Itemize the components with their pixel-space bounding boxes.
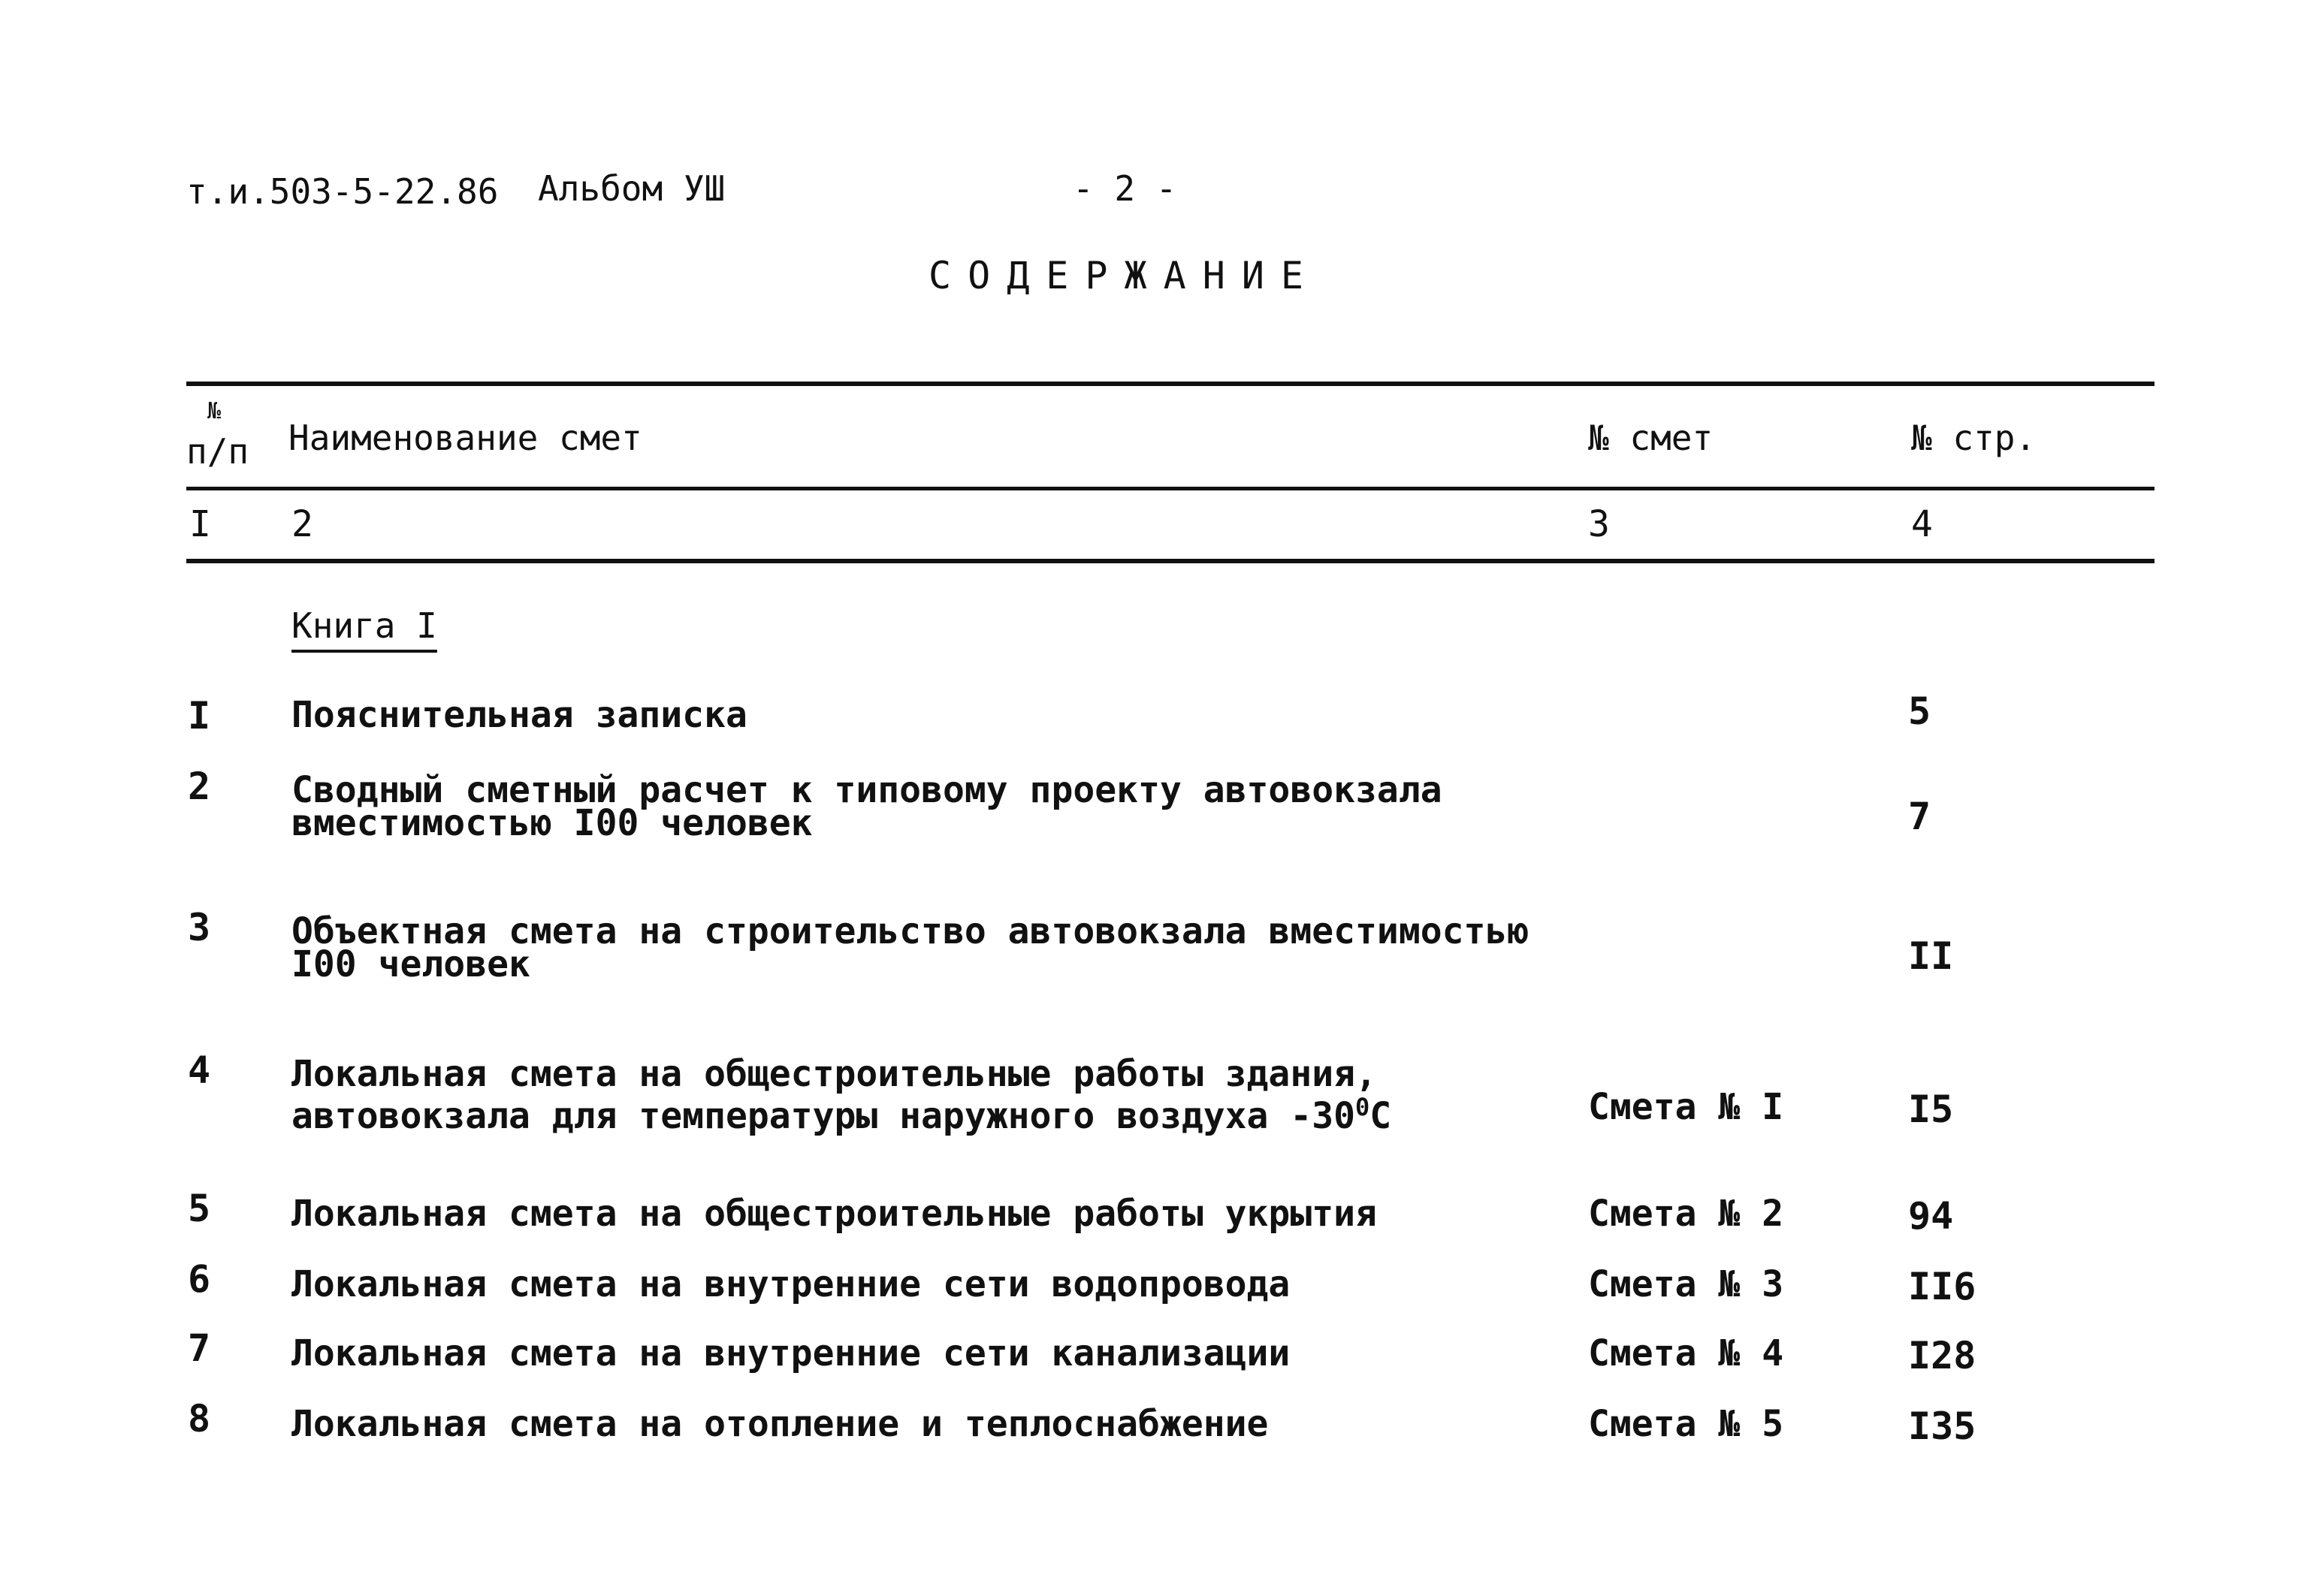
row-6-page: II6 bbox=[1908, 1265, 1976, 1308]
row-8-estimate: Смета № 5 bbox=[1588, 1403, 1784, 1445]
header-bottom-rule bbox=[186, 487, 2155, 490]
row-4-name-line-1: Локальная смета на общестроительные работы здания, bbox=[291, 1053, 1377, 1095]
album-label: Альбом УШ bbox=[538, 168, 726, 209]
column-numbers-rule bbox=[186, 559, 2155, 563]
degree-mark: 0 bbox=[1355, 1093, 1370, 1121]
row-6-name: Локальная смета на внутренние сети водопровода bbox=[291, 1263, 1291, 1305]
document-code: т.и.503-5-22.86 bbox=[186, 171, 499, 212]
row-3-page: II bbox=[1908, 934, 1954, 978]
col-number-1: I bbox=[189, 503, 211, 545]
row-8-number: 8 bbox=[188, 1397, 211, 1441]
row-3-number: 3 bbox=[188, 906, 211, 949]
row-1-page: 5 bbox=[1908, 689, 1931, 733]
row-7-number: 7 bbox=[188, 1326, 211, 1370]
row-7-page: I28 bbox=[1908, 1334, 1976, 1377]
col-header-page-no: № стр. bbox=[1911, 418, 2037, 458]
row-8-page: I35 bbox=[1908, 1404, 1976, 1448]
col-number-2: 2 bbox=[291, 503, 313, 545]
row-3-name-line-2: I00 человек bbox=[291, 943, 530, 985]
row-4-name-line-2-text: автовокзала для температуры наружного воздуха -30 bbox=[291, 1095, 1356, 1137]
row-4-name-line-2 bbox=[291, 1091, 1392, 1137]
row-4-page: I5 bbox=[1908, 1088, 1954, 1131]
row-4-number: 4 bbox=[188, 1048, 211, 1092]
section-book-title: Книга I bbox=[291, 605, 437, 646]
row-2-name-line-2: вместимостью I00 человек bbox=[291, 802, 813, 844]
col-number-3: 3 bbox=[1588, 503, 1610, 545]
row-3-name-line-1: Объектная смета на строительство автовокзала вместимостью bbox=[291, 910, 1529, 952]
row-4-estimate: Смета № I bbox=[1588, 1086, 1784, 1128]
page-title: СОДЕРЖАНИЕ bbox=[929, 254, 1321, 297]
row-2-number: 2 bbox=[188, 765, 211, 808]
row-7-estimate: Смета № 4 bbox=[1588, 1332, 1784, 1374]
table-top-rule bbox=[186, 382, 2155, 386]
row-5-number: 5 bbox=[188, 1187, 211, 1230]
row-6-estimate: Смета № 3 bbox=[1588, 1263, 1784, 1305]
row-1-name: Пояснительная записка bbox=[291, 694, 747, 736]
row-8-name: Локальная смета на отопление и теплоснабжение bbox=[291, 1403, 1269, 1445]
col-header-no-sub: п/п bbox=[186, 431, 249, 472]
col-header-no-mark: № bbox=[207, 398, 222, 424]
row-1-number: I bbox=[188, 694, 211, 738]
col-header-estimate-no: № смет bbox=[1588, 418, 1714, 458]
row-5-name: Локальная смета на общестроительные работы укрытия bbox=[291, 1193, 1377, 1235]
row-2-name-line-1: Сводный сметный расчет к типовому проекту автовокзала bbox=[291, 769, 1442, 811]
col-number-4: 4 bbox=[1911, 503, 1933, 545]
page-number: - 2 - bbox=[1073, 168, 1177, 209]
row-7-name: Локальная смета на внутренние сети канализации bbox=[291, 1332, 1291, 1374]
col-header-name: Наименование смет bbox=[288, 418, 642, 458]
row-2-page: 7 bbox=[1908, 795, 1931, 838]
row-5-estimate: Смета № 2 bbox=[1588, 1193, 1784, 1235]
row-6-number: 6 bbox=[188, 1257, 211, 1301]
row-5-page: 94 bbox=[1908, 1194, 1954, 1238]
temperature-unit: C bbox=[1369, 1095, 1392, 1137]
